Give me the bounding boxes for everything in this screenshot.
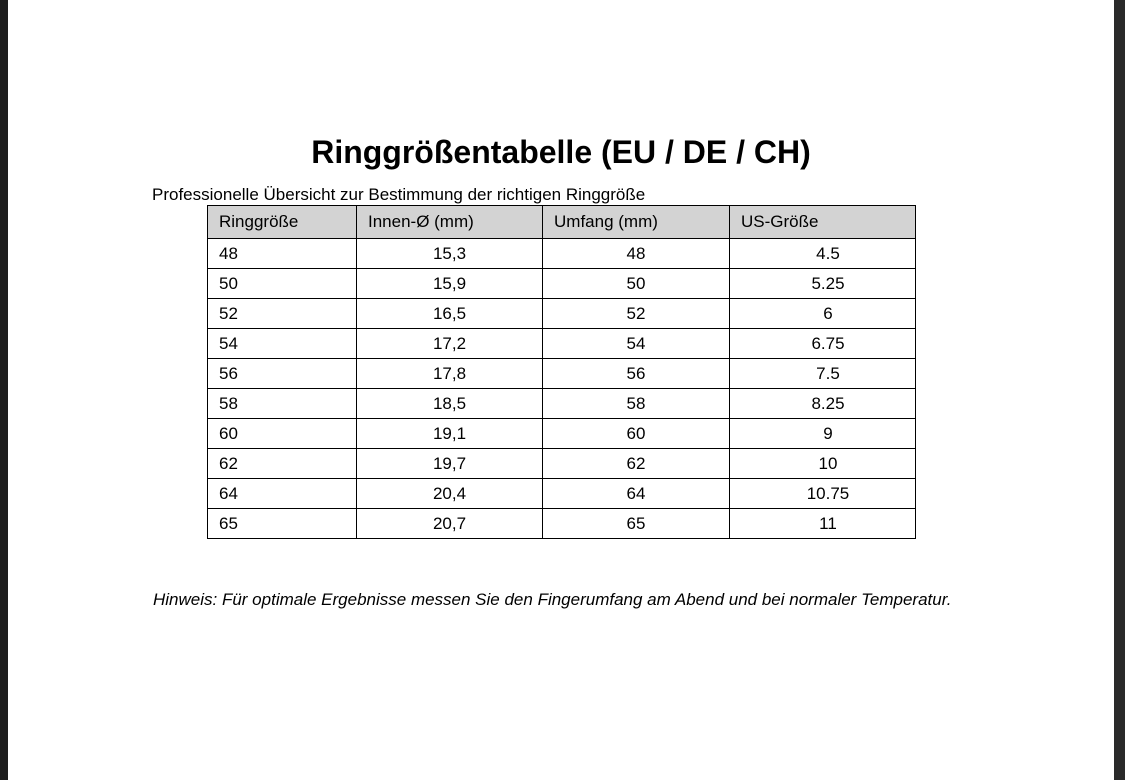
cell-ring-size: 52 [208,299,357,329]
column-header-us-size: US-Größe [730,206,916,239]
cell-us-size: 7.5 [730,359,916,389]
cell-ring-size: 54 [208,329,357,359]
cell-circumference: 58 [543,389,730,419]
table-row [208,479,916,509]
cell-us-size: 10.75 [730,479,916,509]
cell-us-size: 4.5 [730,239,916,269]
table-header-row [208,206,916,239]
cell-us-size: 9 [730,419,916,449]
cell-us-size: 6 [730,299,916,329]
cell-circumference: 50 [543,269,730,299]
table-row [208,419,916,449]
table-row [208,239,916,269]
cell-ring-size: 58 [208,389,357,419]
table-row [208,329,916,359]
cell-circumference: 64 [543,479,730,509]
cell-inner-diameter: 15,9 [357,269,543,299]
cell-us-size: 5.25 [730,269,916,299]
table-row [208,509,916,539]
column-header-inner-diameter: Innen-Ø (mm) [357,206,543,239]
cell-circumference: 62 [543,449,730,479]
cell-ring-size: 62 [208,449,357,479]
cell-us-size: 10 [730,449,916,479]
table-row [208,359,916,389]
cell-inner-diameter: 20,4 [357,479,543,509]
window-edge [1114,0,1125,780]
cell-inner-diameter: 19,7 [357,449,543,479]
document-page [8,0,1114,780]
cell-us-size: 6.75 [730,329,916,359]
cell-circumference: 48 [543,239,730,269]
cell-inner-diameter: 17,8 [357,359,543,389]
cell-ring-size: 48 [208,239,357,269]
cell-us-size: 11 [730,509,916,539]
cell-circumference: 65 [543,509,730,539]
cell-us-size: 8.25 [730,389,916,419]
table-row [208,299,916,329]
cell-ring-size: 60 [208,419,357,449]
page-subtitle: Professionelle Übersicht zur Bestimmung der richtigen Ringgröße [152,185,646,204]
cell-inner-diameter: 17,2 [357,329,543,359]
cell-circumference: 52 [543,299,730,329]
table-body [208,239,916,539]
hint-note: Hinweis: Für optimale Ergebnisse messen Sie den Fingerumfang am Abend und bei normaler Temperatur. [153,590,952,609]
cell-ring-size: 56 [208,359,357,389]
cell-inner-diameter: 20,7 [357,509,543,539]
cell-circumference: 60 [543,419,730,449]
table-row [208,269,916,299]
cell-inner-diameter: 19,1 [357,419,543,449]
page-title: Ringgrößentabelle (EU / DE / CH) [311,134,811,170]
ring-size-table [207,205,916,539]
cell-ring-size: 65 [208,509,357,539]
table-row [208,449,916,479]
column-header-ring-size: Ringgröße [208,206,357,239]
cell-inner-diameter: 16,5 [357,299,543,329]
cell-inner-diameter: 18,5 [357,389,543,419]
cell-circumference: 54 [543,329,730,359]
cell-inner-diameter: 15,3 [357,239,543,269]
cell-ring-size: 64 [208,479,357,509]
table-row [208,389,916,419]
cell-ring-size: 50 [208,269,357,299]
column-header-circumference: Umfang (mm) [543,206,730,239]
cell-circumference: 56 [543,359,730,389]
